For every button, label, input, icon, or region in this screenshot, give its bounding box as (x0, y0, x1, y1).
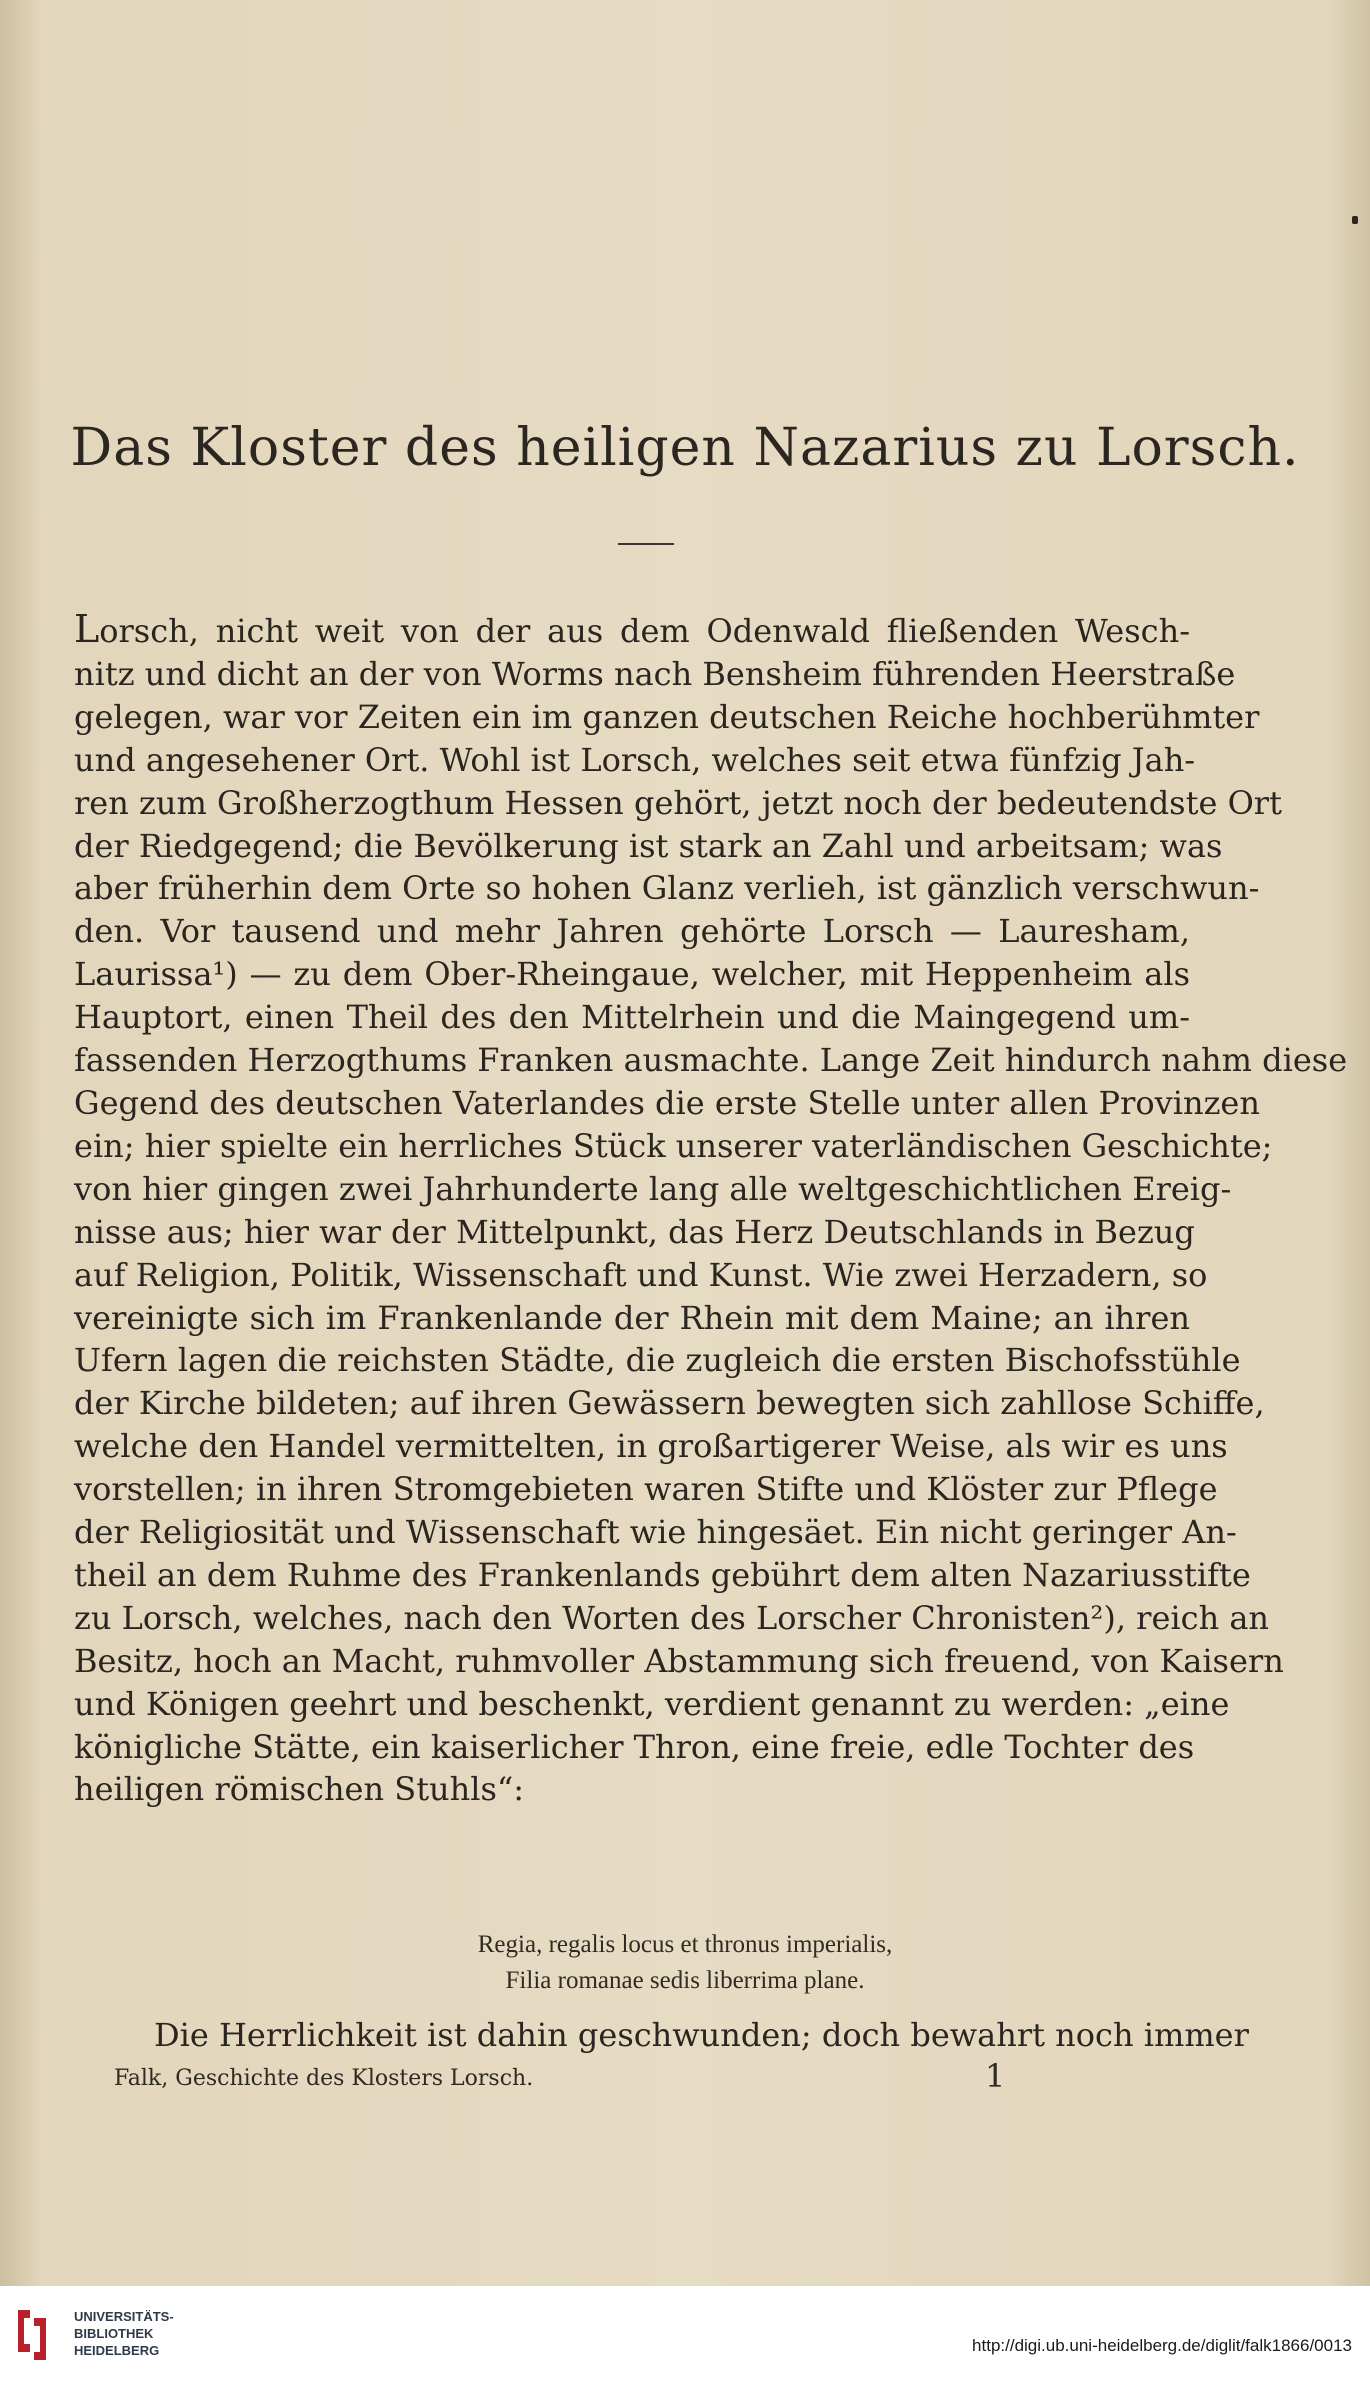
page-number: 1 (985, 2057, 1006, 2095)
logo-line: HEIDELBERG (74, 2343, 160, 2358)
text-line: vorstellen; in ihren Stromgebieten waren Stifte und Klöster zur Pflege (74, 1470, 1218, 1509)
text-line: Ufern lagen die reichsten Städte, die zugleich die ersten Bischofsstühle (74, 1341, 1241, 1380)
text-line: Laurissa¹) — zu dem Ober-Rheingaue, welcher, mit Heppenheim als (74, 955, 1190, 994)
library-logo-icon (14, 2304, 50, 2366)
title-divider (618, 543, 674, 545)
text-line: heiligen römischen Stuhls“: (74, 1770, 525, 1809)
text-line: ein; hier spielte ein herrliches Stück unserer vaterländischen Geschichte; (74, 1126, 1273, 1165)
text-line: nitz und dicht an der von Worms nach Bensheim führenden Heerstraße (74, 654, 1236, 693)
text-line: und Königen geehrt und beschenkt, verdient genannt zu werden: „eine (74, 1684, 1230, 1723)
text-line: Gegend des deutschen Vaterlandes die erste Stelle unter allen Provinzen (74, 1083, 1260, 1122)
text-line: und angesehener Ort. Wohl ist Lorsch, welches seit etwa fünfzig Jah- (74, 740, 1196, 779)
text-line: der Religiosität und Wissenschaft wie hingesäet. Ein nicht geringer An- (74, 1513, 1237, 1552)
text-line: welche den Handel vermittelten, in großartigerer Weise, als wir es uns (74, 1427, 1228, 1466)
body-paragraph (74, 607, 1348, 1811)
closing-line: Die Herrlichkeit ist dahin geschwunden; doch bewahrt noch immer (154, 2016, 1249, 2054)
text-line: königliche Stätte, ein kaiserlicher Thron, eine freie, edle Tochter des (74, 1727, 1195, 1766)
text-line: auf Religion, Politik, Wissenschaft und Kunst. Wie zwei Herzadern, so (74, 1255, 1208, 1294)
text-line: Besitz, hoch an Macht, ruhmvoller Abstammung sich freuend, von Kaisern (74, 1641, 1284, 1680)
quote-line: Filia romanae sedis liberrima plane. (505, 1967, 865, 1994)
text-line: nisse aus; hier war der Mittelpunkt, das Herz Deutschlands in Bezug (74, 1212, 1195, 1251)
logo-line: BIBLIOTHEK (74, 2326, 154, 2341)
text-line: den. Vor tausend und mehr Jahren gehörte Lorsch — Lauresham, (74, 912, 1190, 951)
chapter-title: Das Kloster des heiligen Nazarius zu Lorsch. (70, 418, 1300, 478)
logo-line: UNIVERSITÄTS- (74, 2309, 174, 2324)
library-logo-text (74, 2308, 174, 2359)
permalink-url[interactable]: http://digi.ub.uni-heidelberg.de/diglit/falk1866/0013 (972, 2336, 1352, 2355)
text-line: ren zum Großherzogthum Hessen gehört, jetzt noch der bedeutendste Ort (74, 783, 1282, 822)
ink-speck (1352, 216, 1358, 224)
text-line: aber früherhin dem Orte so hohen Glanz verlieh, ist gänzlich verschwun- (74, 869, 1260, 908)
text-line: Hauptort, einen Theil des den Mittelrhein und die Maingegend um- (74, 998, 1190, 1037)
text-line: Lorsch, nicht weit von der aus dem Odenwald fließenden Wesch- (74, 607, 1190, 651)
latin-quote (0, 1927, 1370, 1999)
text-line: zu Lorsch, welches, nach den Worten des Lorscher Chronisten²), reich an (74, 1598, 1270, 1637)
text-line: der Kirche bildeten; auf ihren Gewässern bewegten sich zahllose Schiffe, (74, 1384, 1265, 1423)
text-line: fassenden Herzogthums Franken ausmachte. Lange Zeit hindurch nahm diese (74, 1041, 1348, 1080)
quote-line: Regia, regalis locus et thronus imperialis, (477, 1931, 893, 1958)
viewer-footer (0, 2286, 1370, 2384)
text-line: gelegen, war vor Zeiten ein im ganzen deutschen Reiche hochberühmter (74, 697, 1260, 736)
text-line: von hier gingen zwei Jahrhunderte lang alle weltgeschichtlichen Ereig- (74, 1169, 1232, 1208)
text-line: vereinigte sich im Frankenlande der Rhein mit dem Maine; an ihren (74, 1298, 1190, 1337)
footer-signature: Falk, Geschichte des Klosters Lorsch. (114, 2066, 534, 2091)
text-line: der Riedgegend; die Bevölkerung ist stark an Zahl und arbeitsam; was (74, 826, 1223, 865)
text-line: theil an dem Ruhme des Frankenlands gebührt dem alten Nazariusstifte (74, 1555, 1251, 1594)
